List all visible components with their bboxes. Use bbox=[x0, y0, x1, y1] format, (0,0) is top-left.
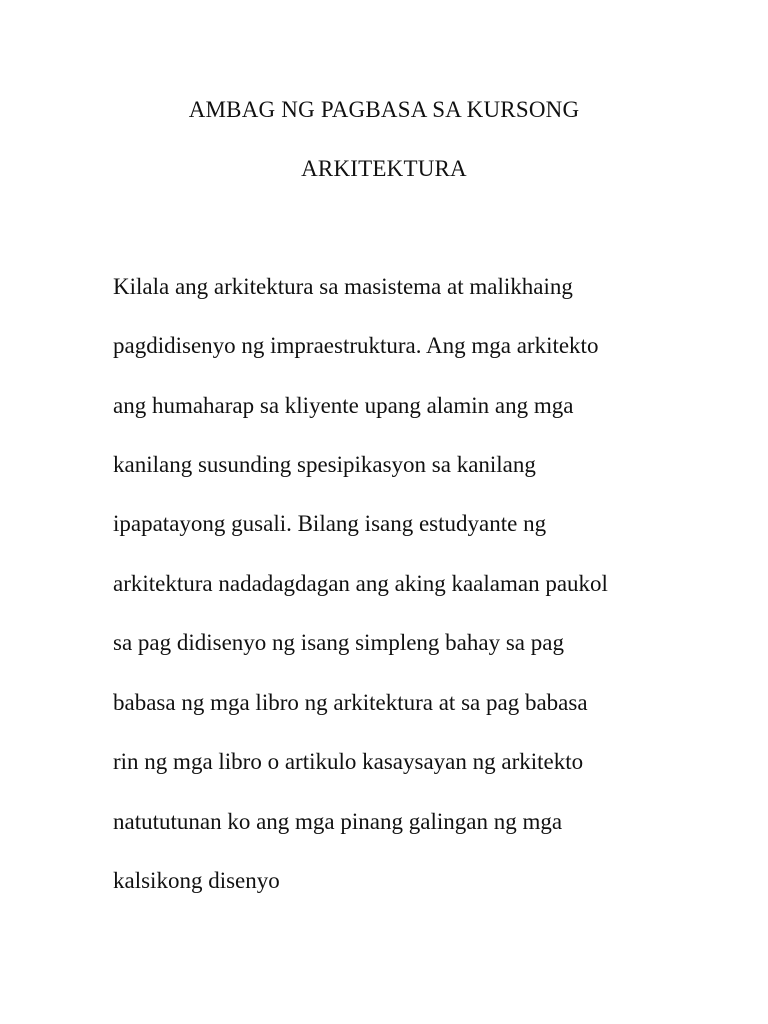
title-line-2: ARKITEKTURA bbox=[301, 156, 467, 181]
body-line: rin ng mga libro o artikulo kasaysayan ng arkitekto bbox=[113, 749, 584, 774]
body-line: kalsikong disenyo bbox=[113, 868, 280, 893]
body-line: natututunan ko ang mga pinang galingan ng mga bbox=[113, 809, 563, 834]
title-line-1: AMBAG NG PAGBASA SA KURSONG bbox=[188, 97, 580, 122]
body-line: Kilala ang arkitektura sa masistema at malikhaing bbox=[113, 274, 573, 299]
body-line: kanilang susunding spesipikasyon sa kanilang bbox=[113, 452, 536, 477]
body-line: arkitektura nadadagdagan ang aking kaalaman paukol bbox=[113, 571, 608, 596]
body-line: ipapatayong gusali. Bilang isang estudyante ng bbox=[113, 511, 547, 536]
body-line: pagdidisenyo ng impraestruktura. Ang mga arkitekto bbox=[113, 333, 599, 358]
body-line: ang humaharap sa kliyente upang alamin ang mga bbox=[113, 393, 574, 418]
body-line: sa pag didisenyo ng isang simpleng bahay sa pag bbox=[113, 630, 564, 655]
body-line: babasa ng mga libro ng arkitektura at sa pag babasa bbox=[113, 690, 588, 715]
